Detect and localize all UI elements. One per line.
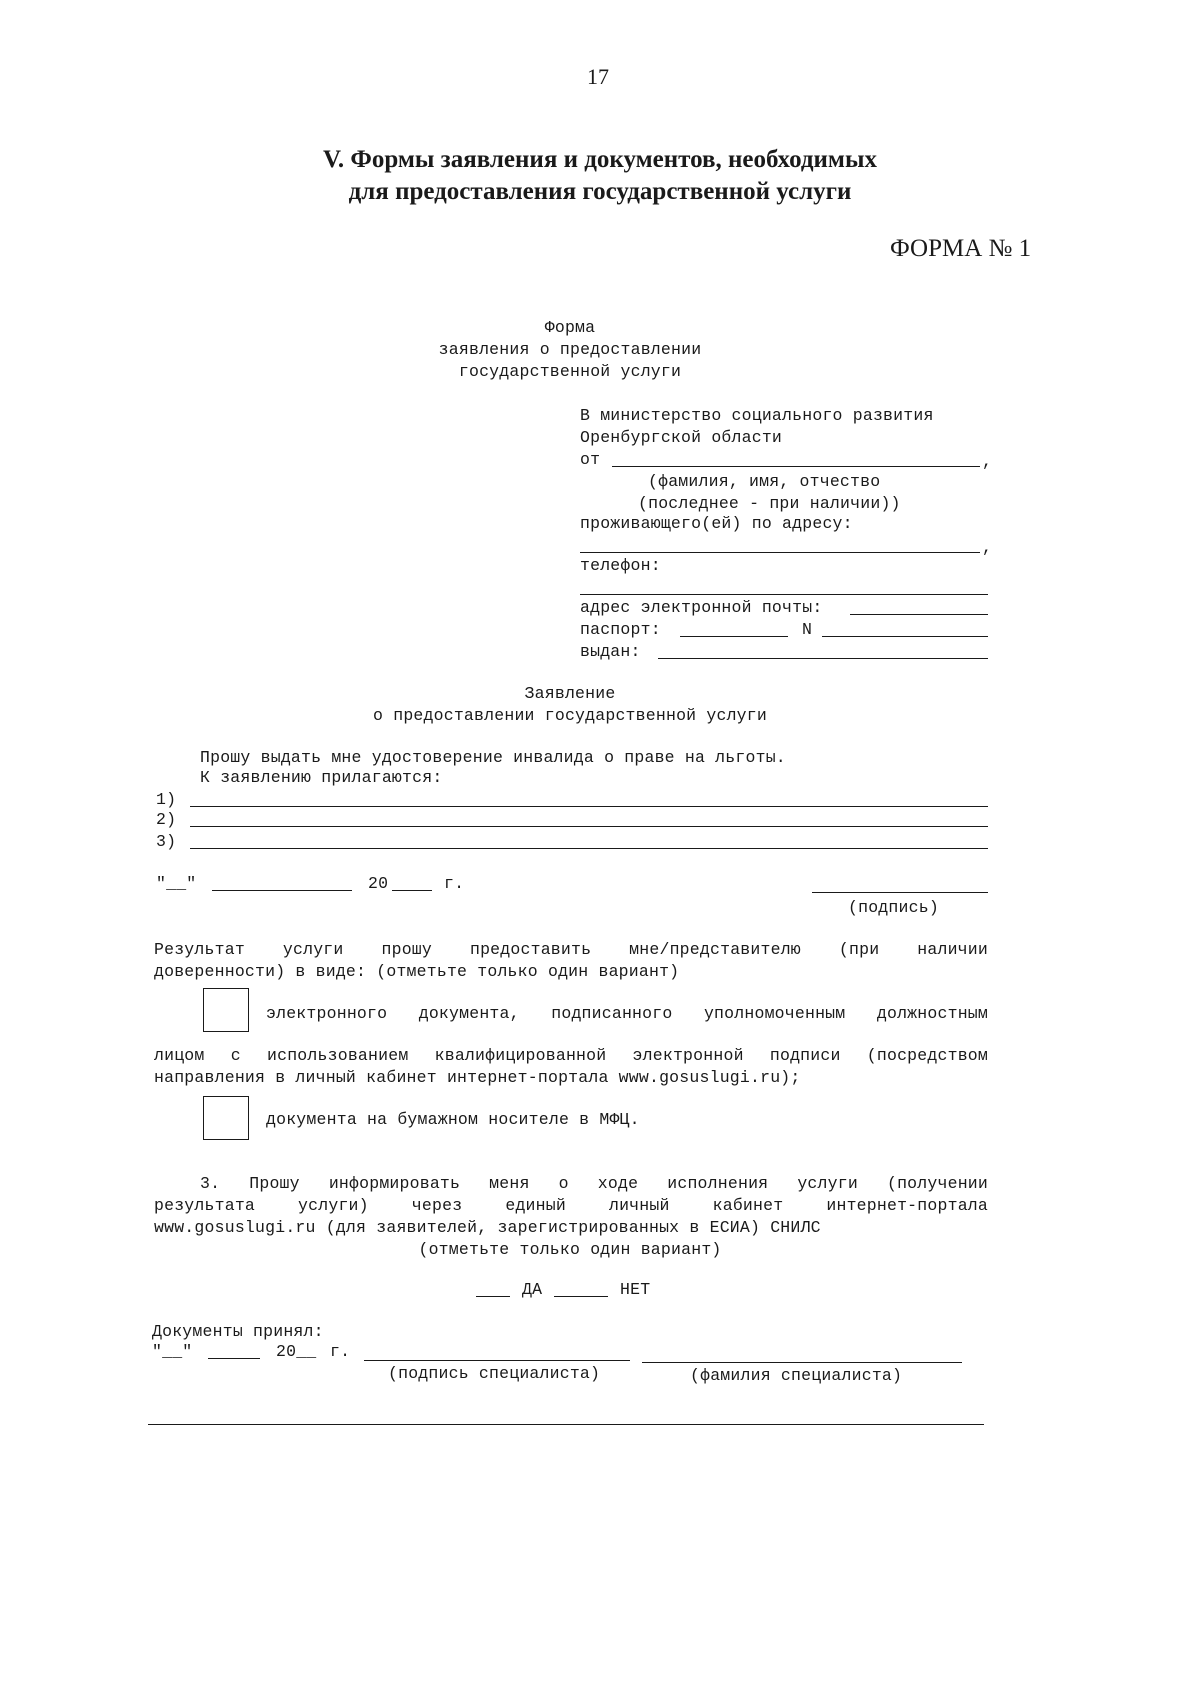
- address-field[interactable]: [580, 552, 980, 553]
- phone-field[interactable]: [580, 594, 988, 595]
- date-year-field[interactable]: [392, 890, 432, 891]
- issued-field[interactable]: [658, 658, 988, 659]
- passport-label: паспорт:: [580, 620, 661, 639]
- from-label: от: [580, 450, 601, 469]
- email-label: адрес электронной почты:: [580, 598, 823, 617]
- from-name-field[interactable]: [612, 466, 980, 467]
- form-number: ФОРМА № 1: [890, 235, 1032, 262]
- option-electronic-line2: лицом с использованием квалифицированной электронной подписи (посредством: [154, 1046, 988, 1065]
- result-line1: Результат услуги прошу предоставить мне/представителю (при наличии: [154, 940, 988, 959]
- form-header-line1: Форма: [544, 318, 596, 337]
- attachment-number: 1): [156, 790, 177, 809]
- date-quote: "__": [156, 874, 197, 893]
- option-electronic-line3: направления в личный кабинет интернет-портала www.gosuslugi.ru);: [154, 1068, 801, 1087]
- section-title-line2: для предоставления государственной услуги: [348, 178, 852, 205]
- signature-field[interactable]: [812, 892, 988, 893]
- specialist-signature-hint: (подпись специалиста): [388, 1364, 601, 1383]
- application-subtitle: о предоставлении государственной услуги: [373, 706, 767, 725]
- page-number: 17: [587, 64, 609, 89]
- attachment-number: 3): [156, 832, 177, 851]
- yes-field[interactable]: [476, 1296, 510, 1297]
- address-label: проживающего(ей) по адресу:: [580, 514, 853, 533]
- inform-line2: результата услуги) через единый личный кабинет интернет-портала: [154, 1196, 988, 1215]
- form-header-line3: государственной услуги: [458, 362, 682, 381]
- issued-label: выдан:: [580, 642, 641, 661]
- option-electronic-line1: электронного документа, подписанного уполномоченным должностным: [266, 1004, 988, 1023]
- signature-hint: (подпись): [848, 898, 939, 917]
- inform-line1: 3. Прошу информировать меня о ходе исполнения услуги (получении: [200, 1174, 988, 1193]
- addressee-to-line1: В министерство социального развития: [580, 406, 934, 425]
- application-title: Заявление: [524, 684, 616, 703]
- option-paper-text: документа на бумажном носителе в МФЦ.: [266, 1110, 640, 1129]
- section-title-line1: V. Формы заявления и документов, необходимых: [323, 146, 877, 173]
- attachment-field-1[interactable]: [190, 806, 988, 807]
- inform-line3: www.gosuslugi.ru (для заявителей, зарегистрированных в ЕСИА) СНИЛС: [154, 1218, 821, 1237]
- address-comma: ,: [982, 538, 993, 557]
- no-field[interactable]: [554, 1296, 608, 1297]
- result-line2: доверенности) в виде: (отметьте только один вариант): [154, 962, 680, 981]
- passport-number-field[interactable]: [822, 636, 988, 637]
- addressee-to-line2: Оренбургской области: [580, 428, 783, 447]
- accepted-date-year-suffix: г.: [330, 1342, 351, 1361]
- from-comma: ,: [982, 452, 993, 471]
- name-hint-line2: (последнее - при наличии)): [638, 494, 901, 513]
- accepted-date-quote: "__": [152, 1342, 193, 1361]
- date-year: 20: [368, 874, 389, 893]
- specialist-name-field[interactable]: [642, 1362, 962, 1363]
- name-hint-line1: (фамилия, имя, отчество: [648, 472, 881, 491]
- attachment-number: 2): [156, 810, 177, 829]
- specialist-name-hint: (фамилия специалиста): [690, 1366, 903, 1385]
- date-month-field[interactable]: [212, 890, 352, 891]
- passport-no-label: N: [802, 620, 813, 639]
- date-year-suffix: г.: [444, 874, 465, 893]
- email-field[interactable]: [850, 614, 988, 615]
- yes-label: ДА: [522, 1280, 543, 1299]
- option-electronic-checkbox[interactable]: [203, 988, 249, 1032]
- request-text: Прошу выдать мне удостоверение инвалида о праве на льготы.: [200, 748, 786, 767]
- inform-line4: (отметьте только один вариант): [418, 1240, 722, 1259]
- bottom-divider: [148, 1424, 984, 1425]
- phone-label: телефон:: [580, 556, 661, 575]
- attachments-label: К заявлению прилагаются:: [200, 768, 443, 787]
- attachment-field-2[interactable]: [190, 826, 988, 827]
- accepted-date-year: 20__: [276, 1342, 317, 1361]
- specialist-signature-field[interactable]: [364, 1360, 630, 1361]
- no-label: НЕТ: [620, 1280, 651, 1299]
- option-paper-checkbox[interactable]: [203, 1096, 249, 1140]
- passport-series-field[interactable]: [680, 636, 788, 637]
- attachment-field-3[interactable]: [190, 848, 988, 849]
- accepted-label: Документы принял:: [152, 1322, 324, 1341]
- form-header-line2: заявления о предоставлении: [438, 340, 702, 359]
- accepted-date-month-field[interactable]: [208, 1358, 260, 1359]
